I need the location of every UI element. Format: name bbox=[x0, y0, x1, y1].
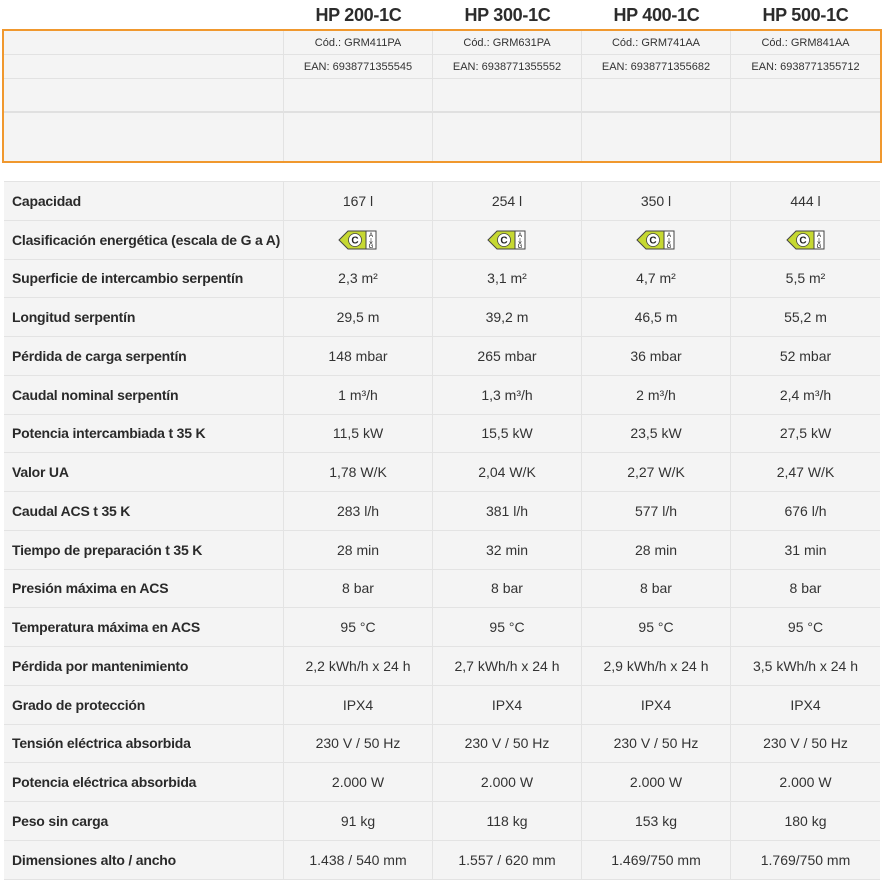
spec-value: 46,5 m bbox=[582, 298, 731, 337]
product-code: Cód.: GRM631PA bbox=[433, 31, 582, 55]
ean-label-cell bbox=[4, 55, 284, 79]
spec-value: 1 m³/h bbox=[284, 376, 433, 415]
spec-label: Dimensiones alto / ancho bbox=[4, 841, 284, 880]
svg-text:A: A bbox=[666, 232, 672, 239]
spec-label: Temperatura máxima en ACS bbox=[4, 608, 284, 647]
spec-value: 444 l bbox=[731, 182, 880, 221]
empty-cell bbox=[284, 113, 433, 161]
svg-text:C: C bbox=[500, 235, 508, 247]
energy-arrow-icon bbox=[487, 229, 527, 251]
model-name: HP 400-1C bbox=[613, 4, 700, 25]
spec-label: Valor UA bbox=[4, 453, 284, 492]
model-header-row bbox=[4, 0, 880, 30]
spec-value: 2,3 m² bbox=[284, 260, 433, 299]
spec-label: Presión máxima en ACS bbox=[4, 570, 284, 609]
spec-label: Potencia eléctrica absorbida bbox=[4, 763, 284, 802]
spec-value: 32 min bbox=[433, 531, 582, 570]
svg-text:G: G bbox=[368, 243, 374, 250]
empty-cell bbox=[433, 113, 582, 161]
spec-value: 180 kg bbox=[731, 802, 880, 841]
spec-value: 1.438 / 540 mm bbox=[284, 841, 433, 880]
spec-value: 3,1 m² bbox=[433, 260, 582, 299]
spec-value: IPX4 bbox=[582, 686, 731, 725]
spec-value: 2,9 kWh/h x 24 h bbox=[582, 647, 731, 686]
product-ean: EAN: 6938771355552 bbox=[433, 55, 582, 79]
spec-label: Caudal nominal serpentín bbox=[4, 376, 284, 415]
spec-value: 3,5 kWh/h x 24 h bbox=[731, 647, 880, 686]
svg-text:A: A bbox=[368, 232, 374, 239]
spec-value: 36 mbar bbox=[582, 337, 731, 376]
model-name: HP 300-1C bbox=[464, 4, 551, 25]
product-code: Cód.: GRM841AA bbox=[731, 31, 880, 55]
spec-label: Peso sin carga bbox=[4, 802, 284, 841]
spec-label: Clasificación energética (escala de G a A) bbox=[4, 221, 284, 260]
spec-value: 350 l bbox=[582, 182, 731, 221]
spec-value: 2,7 kWh/h x 24 h bbox=[433, 647, 582, 686]
spec-value: 15,5 kW bbox=[433, 415, 582, 454]
spec-value: 29,5 m bbox=[284, 298, 433, 337]
spec-value: IPX4 bbox=[731, 686, 880, 725]
spec-value: 55,2 m bbox=[731, 298, 880, 337]
spec-value: 2.000 W bbox=[731, 763, 880, 802]
spec-value: 676 l/h bbox=[731, 492, 880, 531]
empty-cell bbox=[4, 113, 284, 161]
spec-label: Pérdida por mantenimiento bbox=[4, 647, 284, 686]
spec-value: 2.000 W bbox=[582, 763, 731, 802]
spec-value bbox=[284, 221, 433, 260]
empty-cell bbox=[731, 79, 880, 113]
spec-value: 31 min bbox=[731, 531, 880, 570]
spec-label: Longitud serpentín bbox=[4, 298, 284, 337]
svg-text:G: G bbox=[816, 243, 821, 250]
empty-cell bbox=[4, 79, 284, 113]
spec-value: 8 bar bbox=[284, 570, 433, 609]
spec-value: 52 mbar bbox=[731, 337, 880, 376]
spec-value: 1.769/750 mm bbox=[731, 841, 880, 880]
spec-value: 39,2 m bbox=[433, 298, 582, 337]
spec-value: 230 V / 50 Hz bbox=[433, 725, 582, 764]
spec-value: 4,7 m² bbox=[582, 260, 731, 299]
svg-text:C: C bbox=[649, 235, 657, 247]
header-spacer bbox=[4, 0, 284, 30]
model-name: HP 200-1C bbox=[315, 4, 402, 25]
spec-value: 230 V / 50 Hz bbox=[284, 725, 433, 764]
spec-value: 2,47 W/K bbox=[731, 453, 880, 492]
spec-value: 8 bar bbox=[582, 570, 731, 609]
spec-value: 95 °C bbox=[433, 608, 582, 647]
empty-cell bbox=[731, 113, 880, 161]
spec-label: Pérdida de carga serpentín bbox=[4, 337, 284, 376]
empty-cell bbox=[284, 79, 433, 113]
svg-text:A: A bbox=[517, 232, 523, 239]
spec-value: 381 l/h bbox=[433, 492, 582, 531]
empty-cell bbox=[433, 79, 582, 113]
spec-value: 2,4 m³/h bbox=[731, 376, 880, 415]
svg-text:A: A bbox=[816, 232, 821, 239]
spec-value: 95 °C bbox=[731, 608, 880, 647]
spec-value: 95 °C bbox=[582, 608, 731, 647]
codes-label-cell bbox=[4, 31, 284, 55]
spec-value: 265 mbar bbox=[433, 337, 582, 376]
spec-table bbox=[4, 181, 880, 880]
energy-class-badge bbox=[636, 229, 676, 251]
spec-value: 283 l/h bbox=[284, 492, 433, 531]
spec-value: IPX4 bbox=[284, 686, 433, 725]
spec-value: 153 kg bbox=[582, 802, 731, 841]
model-name: HP 500-1C bbox=[762, 4, 849, 25]
spec-value: 28 min bbox=[582, 531, 731, 570]
spec-value: 2 m³/h bbox=[582, 376, 731, 415]
svg-text:G: G bbox=[517, 243, 523, 250]
spec-value: IPX4 bbox=[433, 686, 582, 725]
empty-cell bbox=[582, 113, 731, 161]
spec-value: 148 mbar bbox=[284, 337, 433, 376]
svg-text:C: C bbox=[351, 235, 359, 247]
energy-arrow-icon bbox=[338, 229, 378, 251]
spec-value: 2,27 W/K bbox=[582, 453, 731, 492]
product-codes-grid bbox=[4, 31, 880, 161]
product-ean: EAN: 6938771355545 bbox=[284, 55, 433, 79]
svg-text:G: G bbox=[666, 243, 672, 250]
spec-value: 2.000 W bbox=[284, 763, 433, 802]
spec-value: 91 kg bbox=[284, 802, 433, 841]
product-ean: EAN: 6938771355712 bbox=[731, 55, 880, 79]
spec-value: 577 l/h bbox=[582, 492, 731, 531]
spec-label: Caudal ACS t 35 K bbox=[4, 492, 284, 531]
spec-value: 1.557 / 620 mm bbox=[433, 841, 582, 880]
empty-cell bbox=[582, 79, 731, 113]
spec-value: 27,5 kW bbox=[731, 415, 880, 454]
spec-value: 230 V / 50 Hz bbox=[731, 725, 880, 764]
spec-value: 11,5 kW bbox=[284, 415, 433, 454]
spec-value: 1,3 m³/h bbox=[433, 376, 582, 415]
product-code: Cód.: GRM741AA bbox=[582, 31, 731, 55]
energy-class-badge bbox=[338, 229, 378, 251]
spec-value: 1.469/750 mm bbox=[582, 841, 731, 880]
svg-text:C: C bbox=[798, 235, 807, 247]
spec-value bbox=[582, 221, 731, 260]
spec-value: 2,04 W/K bbox=[433, 453, 582, 492]
product-codes-box bbox=[2, 29, 882, 163]
spec-value: 167 l bbox=[284, 182, 433, 221]
spec-value: 5,5 m² bbox=[731, 260, 880, 299]
spec-value: 95 °C bbox=[284, 608, 433, 647]
spec-value: 2.000 W bbox=[433, 763, 582, 802]
spec-value: 23,5 kW bbox=[582, 415, 731, 454]
spec-value bbox=[731, 221, 880, 260]
spec-value: 28 min bbox=[284, 531, 433, 570]
spec-label: Superficie de intercambio serpentín bbox=[4, 260, 284, 299]
spec-value: 8 bar bbox=[433, 570, 582, 609]
spec-label: Capacidad bbox=[4, 182, 284, 221]
spec-label: Potencia intercambiada t 35 K bbox=[4, 415, 284, 454]
spec-value: 254 l bbox=[433, 182, 582, 221]
energy-class-badge bbox=[786, 229, 826, 251]
spec-label: Grado de protección bbox=[4, 686, 284, 725]
energy-arrow-icon bbox=[636, 229, 676, 251]
spec-value: 2,2 kWh/h x 24 h bbox=[284, 647, 433, 686]
spec-value: 8 bar bbox=[731, 570, 880, 609]
energy-arrow-icon bbox=[786, 229, 826, 251]
energy-class-badge bbox=[487, 229, 527, 251]
product-ean: EAN: 6938771355682 bbox=[582, 55, 731, 79]
spec-label: Tiempo de preparación t 35 K bbox=[4, 531, 284, 570]
spec-value bbox=[433, 221, 582, 260]
spec-value: 118 kg bbox=[433, 802, 582, 841]
product-code: Cód.: GRM411PA bbox=[284, 31, 433, 55]
spec-value: 1,78 W/K bbox=[284, 453, 433, 492]
spec-label: Tensión eléctrica absorbida bbox=[4, 725, 284, 764]
spec-value: 230 V / 50 Hz bbox=[582, 725, 731, 764]
